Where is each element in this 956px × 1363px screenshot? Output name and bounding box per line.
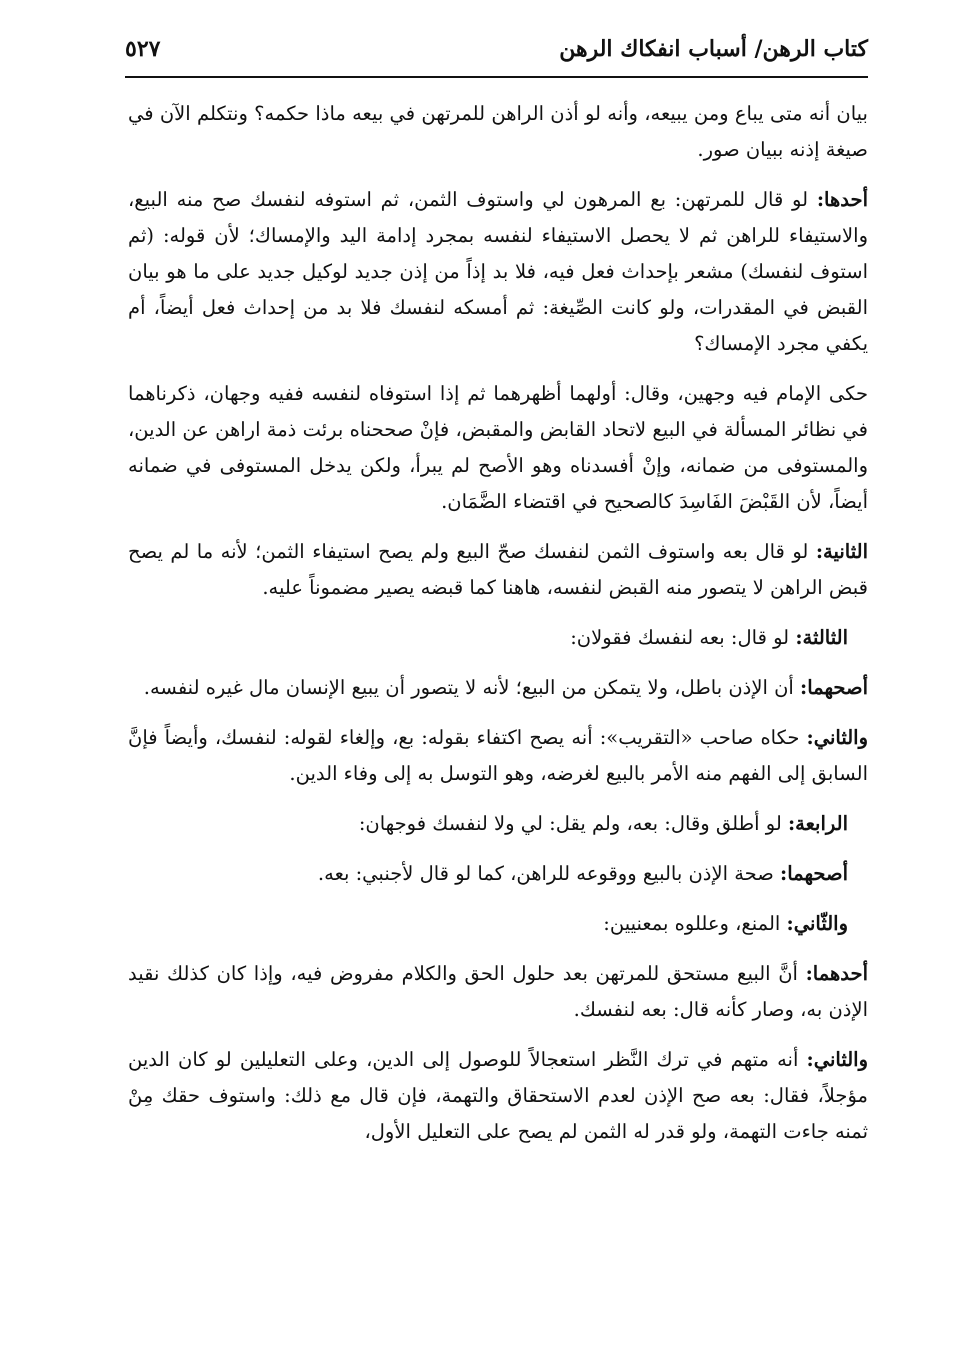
paragraph-text: أنَّ البيع مستحق للمرتهن بعد حلول الحق والكلام مفروض فيه، وإذا كان كذلك نقيد الإذن به، وصار كأنه قال: بعه لنفسك. xyxy=(128,962,868,1021)
running-title: كتاب الرهن/ أسباب انفكاك الرهن xyxy=(559,36,868,62)
paragraph-text: صحة الإذن بالبيع ووقوعه للراهن، كما لو قال لأجنبي: بعه. xyxy=(317,862,781,885)
paragraph-most-correct-two xyxy=(128,856,868,892)
paragraph-second-prohibition xyxy=(128,906,868,942)
paragraph-lead: أحدهما: xyxy=(805,962,868,985)
paragraph-text: حكى الإمام فيه وجهين، وقال: أولهما أظهرهما ثم إذا استوفاه لنفسه ففيه وجهان، ذكرناهما في نظائر المسألة في البيع لاتحاد القابض والمقبض، فإنْ صححناه برئت ذمة اراهن عن الدين، والمستوفى من ضمانه، وإنْ أفسدناه وهو الأصح لم يبرأ، ولكن يدخل المستوفى في ضمانه أيضاً، لأن القَبْضَ الفَاسِدَ كالصحيح في اقتضاء الضَّمَان. xyxy=(128,382,868,513)
page-number: ٥٢٧ xyxy=(125,36,161,62)
paragraph-second-reason xyxy=(128,1042,868,1150)
paragraph-lead: والثاني: xyxy=(806,726,868,749)
paragraph-lead: أصحهما: xyxy=(780,862,848,885)
paragraph-most-correct xyxy=(128,670,868,706)
paragraph-case-two xyxy=(128,534,868,606)
paragraph-imam-view xyxy=(128,376,868,520)
paragraph-lead: أصحهما: xyxy=(800,676,868,699)
paragraph-text: أنه متهم في ترك النَّظر استعجالاً للوصول إلى الدين، وعلى التعليلين لو كان الدين مؤجلاً، فقال: بعه صح الإذن لعدم الاستحقاق والتهمة، فإن قال مع ذلك: واستوف حقك مِنْ ثمنه جاءت التهمة، ولو قدر له الثمن لم يصح على التعليل الأول، xyxy=(128,1048,868,1143)
paragraph-lead: الثانية: xyxy=(815,540,868,563)
paragraph-text: حكاه صاحب «التقريب»: أنه يصح اكتفاء بقوله: بع، وإلغاء لقوله: لنفسك، وأيضاً فإنَّ السابق إلى الفهم منه الأمر بالبيع لغرضه، وهو التوسل به إلى وفاء الدين. xyxy=(128,726,868,785)
paragraph-text: لو قال للمرتهن: بع المرهون لي واستوف الثمن، ثم استوفه لنفسك صح منه البيع، والاستيفاء للراهن ثم لا يحصل الاستيفاء لنفسه بمجرد إدامة اليد والإمساك؛ لأن قوله: (ثم استوف لنفسك) مشعر بإحداث فعل فيه، فلا بد إذاً من إذن جديد لوكيل جديد على ما هو بيان القبض في المقدرات، ولو كانت الصِّيغة: ثم أمسكه لنفسك فلا بد من إحداث فعل أيضاً، أم يكفي مجرد الإمساك؟ xyxy=(128,188,868,355)
page-header xyxy=(125,30,868,78)
paragraph-text: بيان أنه متى يباع ومن يبيعه، وأنه لو أذن الراهن للمرتهن في بيعه ماذا حكمه؟ ونتكلم الآن في صيغة إذنه ببيان صور. xyxy=(128,102,868,161)
paragraph-lead: والثاني: xyxy=(806,1048,868,1071)
paragraph-case-one xyxy=(128,182,868,362)
paragraph-lead: أحدها: xyxy=(816,188,868,211)
paragraph-text: أن الإذن باطل، ولا يتمكن من البيع؛ لأنه لا يتصور أن يبيع الإنسان مال غيره لنفسه. xyxy=(143,676,801,699)
paragraph-second-view xyxy=(128,720,868,792)
paragraph-lead: والثّاني: xyxy=(786,912,848,935)
paragraph-case-three xyxy=(128,620,868,656)
paragraph-text: المنع، وعللوه بمعنيين: xyxy=(603,912,787,935)
body-text xyxy=(128,96,868,1164)
paragraph-text: لو قال بعه واستوف الثمن لنفسك صحّ البيع ولم يصح استيفاء الثمن؛ لأنه ما لم يصح قبض الراهن لا يتصور منه القبض لنفسه، هاهنا كما قبضه يصير مضموناً عليه. xyxy=(128,540,868,599)
paragraph-intro xyxy=(128,96,868,168)
header-rule xyxy=(125,76,868,78)
paragraph-case-four xyxy=(128,806,868,842)
paragraph-text: لو قال: بعه لنفسك فقولان: xyxy=(570,626,796,649)
paragraph-first-reason xyxy=(128,956,868,1028)
paragraph-lead: الثالثة: xyxy=(795,626,848,649)
paragraph-text: لو أطلق وقال: بعه، ولم يقل: لي ولا لنفسك فوجهان: xyxy=(358,812,788,835)
paragraph-lead: الرابعة: xyxy=(787,812,848,835)
